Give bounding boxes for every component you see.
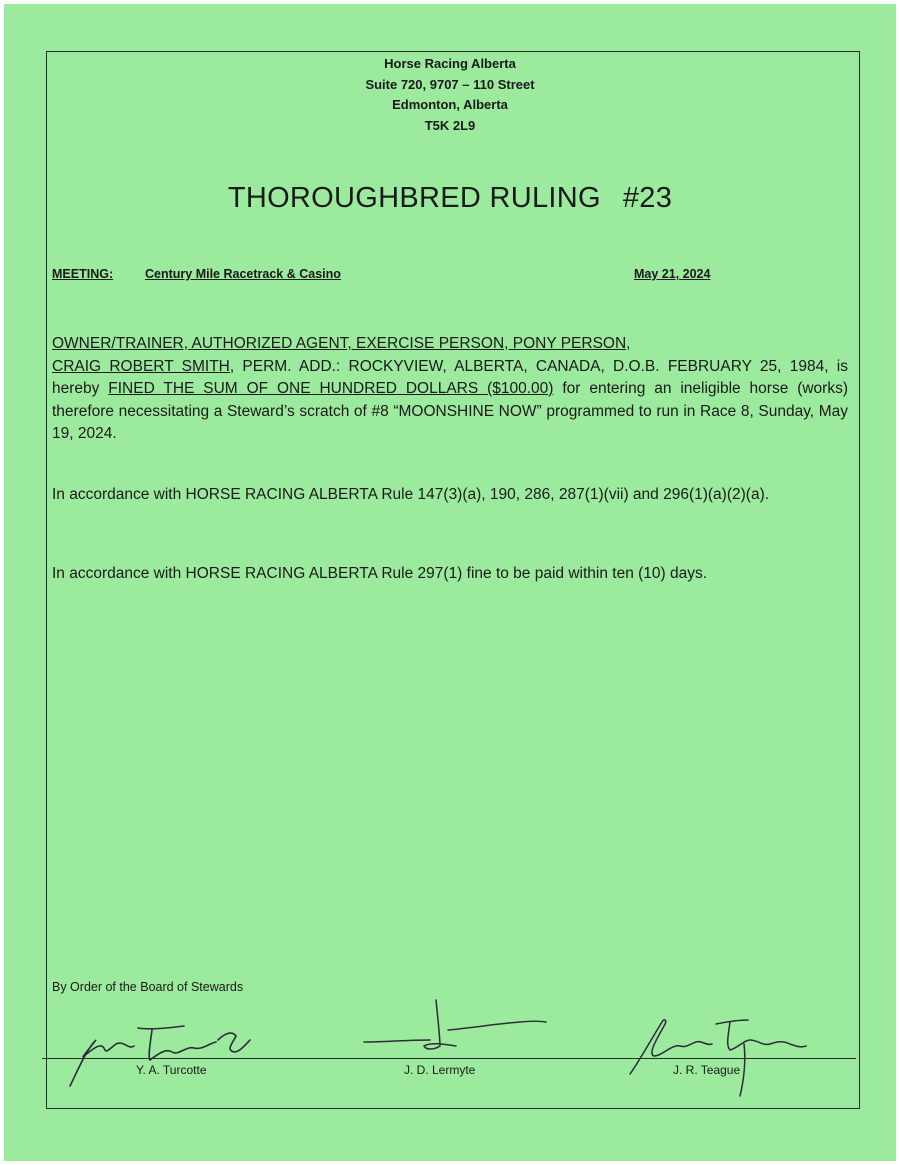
signature-line	[42, 1058, 856, 1059]
org-address: Suite 720, 9707 – 110 Street	[365, 76, 535, 92]
ruling-title-text: THOROUGHBRED RULING	[227, 182, 601, 214]
meeting-venue: Century Mile Racetrack & Casino	[145, 267, 341, 281]
fine-amount: FINED THE SUM OF ONE HUNDRED DOLLARS ($100.00)	[108, 380, 554, 397]
ruling-paragraph-2: In accordance with HORSE RACING ALBERTA Rule 147(3)(a), 190, 286, 287(1)(vii) and 296(1)(a)(2)(a).	[52, 486, 770, 503]
board-order-text: By Order of the Board of Stewards	[52, 980, 244, 994]
steward-name-turcotte: Y. A. Turcotte	[136, 1063, 207, 1077]
meeting-date: May 21, 2024	[634, 267, 711, 281]
org-postal-code: T5K 2L9	[424, 117, 476, 133]
licensee-name: CRAIG ROBERT SMITH	[52, 357, 230, 375]
ruling-paragraph-1	[52, 333, 848, 446]
letterhead	[0, 54, 900, 136]
ruling-text-part1: , PERM. ADD.: ROCKYVIEW, ALBERTA, CANADA, D.O.B. FEBRUARY 25, 1984, is hereby	[52, 357, 848, 397]
steward-name-teague: J. R. Teague	[673, 1063, 741, 1077]
ruling-number: #23	[622, 182, 673, 214]
org-city: Edmonton, Alberta	[392, 97, 508, 112]
ruling-paragraph-3: In accordance with HORSE RACING ALBERTA Rule 297(1) fine to be paid within ten (10) days.	[52, 565, 708, 582]
steward-name-lermyte: J. D. Lermyte	[404, 1063, 476, 1077]
org-name: Horse Racing Alberta	[384, 56, 516, 71]
licence-categories: OWNER/TRAINER, AUTHORIZED AGENT, EXERCISE PERSON, PONY PERSON,	[52, 335, 631, 352]
ruling-title	[0, 182, 900, 215]
meeting-label: MEETING:	[52, 267, 114, 281]
ruling-text-part2: for entering an ineligible horse (works) therefore necessitating a Steward’s scratch of #8 “MOONSHINE NOW” programmed to run in Race 8, Sunday, May 19, 2024.	[52, 380, 849, 442]
